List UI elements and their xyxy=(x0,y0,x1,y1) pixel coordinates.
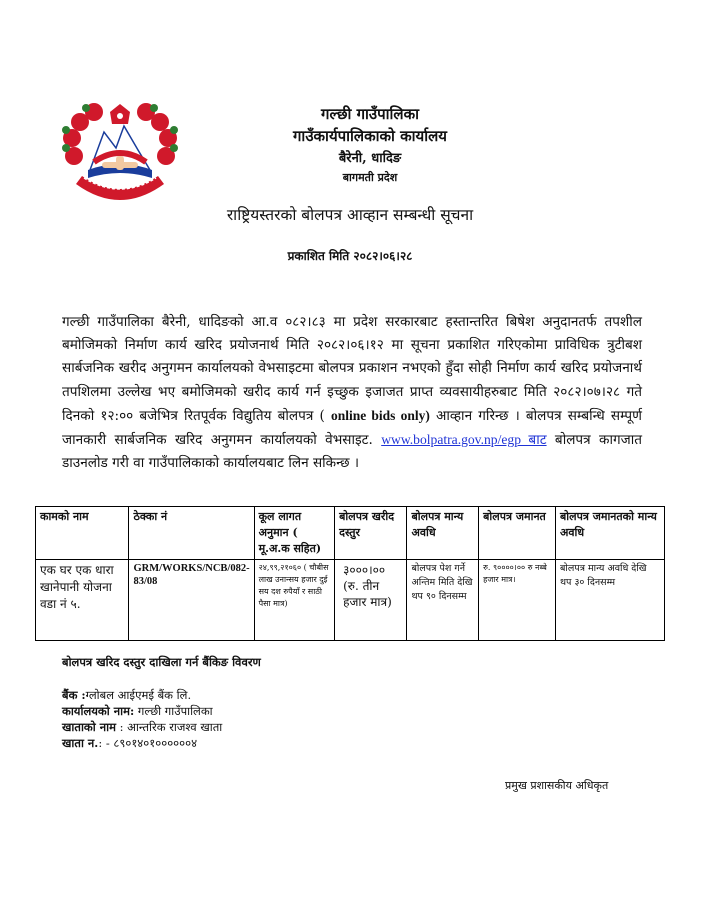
notice-body xyxy=(62,311,642,475)
cell-validity: बोलपत्र पेश गर्ने अन्तिम मिति देखि थप ९० दिनसम्म xyxy=(407,560,479,641)
body-text-3: बोलपत्र कागजात डाउनलोड गरी वा गाउँपालिकाको कार्यालयबाट लिन सकिन्छ । xyxy=(62,432,642,472)
office-label: कार्यालयको नाम: xyxy=(62,704,135,718)
account-number-line xyxy=(62,736,197,751)
office-name-line xyxy=(62,704,213,719)
office-value: गल्छी गाउँपालिका xyxy=(134,704,213,718)
table-row xyxy=(36,560,665,641)
nepal-government-emblem-icon xyxy=(54,98,186,214)
body-text-1: गल्छी गाउँपालिका बैरेनी, धादिङको आ.व ०८२।८३ मा प्रदेश सरकारबाट हस्तान्तरित बिषेश अनुदानतर्फ तपशील बमोजिमको निर्माण कार्य खरिद प्रयोजनार्थ मिति २०८२।०६।१२ मा सूचना प्रकाशित गरिएकोमा प्राविधिक त्रुटीबश सार्बजनिक खरीद अनुगमन कार्यालयको वेभसाइटमा बोलपत्र प्रकाशन नभएको हुँदा सोही निर्माण कार्य खरिद प्रयोजनार्थ तपशिलमा उल्लेख भए बमोजिमको खरीद कार्य गर्न इच्छुक इजाजत प्राप्त व्यवसायीहरुबाट मिति २०८२।०७।२८ गते दिनको १२:०० बजेभित्र रितपूर्वक विद्युतिय बोलपत्र ( xyxy=(62,314,642,424)
account-name-line xyxy=(62,720,222,735)
header-security-validity: बोलपत्र जमानतको मान्य अवधि xyxy=(555,507,664,560)
header-security: बोलपत्र जमानत xyxy=(479,507,556,560)
published-date: प्रकाशित मिति २०८२।०६।२८ xyxy=(287,249,413,263)
tender-table xyxy=(35,506,665,641)
header-contract-no: ठेक्का नं xyxy=(129,507,254,560)
body-text-2: आव्हान गरिन्छ । बोलपत्र सम्बन्धि सम्पूर्ण जानकारी सार्बजनिक खरिद अनुगमन कार्यालयको वेभसाइट. xyxy=(62,407,642,449)
online-bids-note: online bids only) xyxy=(330,407,430,423)
account-number-value: : - ८९०१४०१००००००४ xyxy=(98,736,198,750)
cell-security: रु. ९००००।०० रु नब्बे हजार मात्र। xyxy=(479,560,556,641)
account-name-value: : आन्तरिक राजश्व खाता xyxy=(115,720,223,734)
office-address: बैरेनी, धादिङ xyxy=(338,151,402,166)
cell-cost: २४,९९,२१०६० ( चौबीस लाख उनान्सय हजार दुई सय दश रुपैयाँ र साठी पैसा मात्र) xyxy=(254,560,335,641)
header-work: कामको नाम xyxy=(36,507,129,560)
cell-work: एक घर एक धारा खानेपानी योजना वडा नं ५. xyxy=(36,560,129,641)
bank-name-line xyxy=(62,688,191,703)
signature-title: प्रमुख प्रशासकीय अधिकृत xyxy=(505,779,609,792)
municipality-name: गल्छी गाउँपालिका xyxy=(321,105,419,123)
header-fee: बोलपत्र खरीद दस्तुर xyxy=(335,507,407,560)
bolpatra-link[interactable]: www.bolpatra.gov.np/egp बाट xyxy=(381,432,547,448)
cell-security-validity: बोलपत्र मान्य अवधि देखि थप ३० दिनसम्म xyxy=(555,560,664,641)
office-name: गाउँकार्यपालिकाको कार्यालय xyxy=(292,127,447,145)
cell-fee: ३०००।०० (रु. तीन हजार मात्र) xyxy=(335,560,407,641)
bank-label: बैंक : xyxy=(62,688,86,702)
province-name: बागमती प्रदेश xyxy=(342,171,398,184)
account-name-label: खाताको नाम xyxy=(62,720,116,734)
account-number-label: खाता न. xyxy=(62,736,99,750)
table-header-row xyxy=(36,507,665,560)
header-validity: बोलपत्र मान्य अवधि xyxy=(407,507,479,560)
cell-contract-no: GRM/WORKS/NCB/082-83/08 xyxy=(129,560,254,641)
bank-value: ग्लोबल आईएमई बैंक लि. xyxy=(85,688,192,702)
header-cost: कूल लागत अनुमान ( मू.अ.क सहित) xyxy=(254,507,335,560)
notice-title: राष्ट्रियस्तरको बोलपत्र आव्हान सम्बन्धी सूचना xyxy=(226,206,474,224)
bank-details-title: बोलपत्र खरिद दस्तुर दाखिला गर्न बैंकिङ विवरण xyxy=(62,655,261,669)
